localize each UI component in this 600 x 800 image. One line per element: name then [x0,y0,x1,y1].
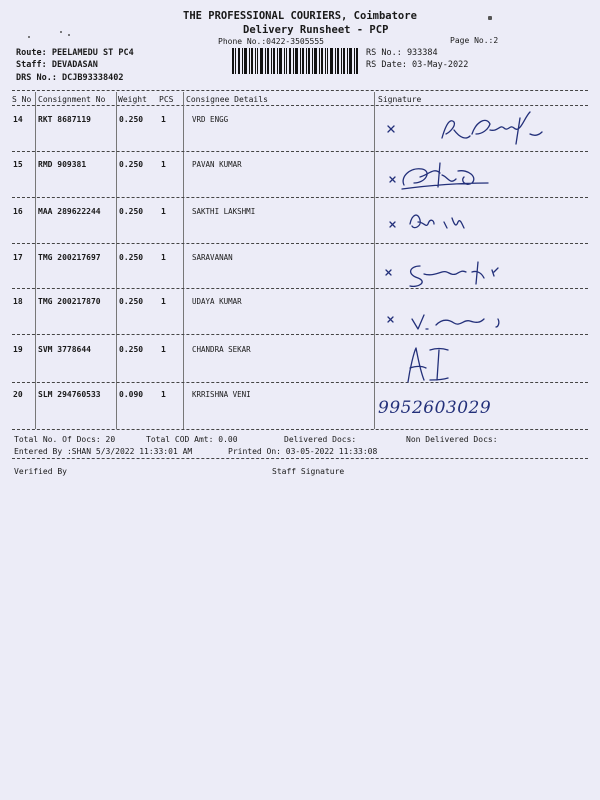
scan-speck [488,16,492,20]
column-header-signature: Signature [378,95,422,104]
row-consignment-no: TMG 200217697 [38,253,101,262]
row-weight: 0.250 [119,297,144,306]
signature-row-19 [380,342,580,384]
row-pcs: 1 [161,297,166,306]
column-header-consignee: Consignee Details [186,95,268,104]
scan-speck [68,34,70,36]
table-header-rule [12,105,588,106]
column-header-consignment: Consignment No [38,95,106,104]
column-divider [35,92,36,429]
entered-by: Entered By :SHAN 5/3/2022 11:33:01 AM [14,447,193,456]
row-weight: 0.250 [119,160,144,169]
row-consignee: SARAVANAN [192,253,233,262]
document-subtitle: Delivery Runsheet - PCP [243,24,389,36]
row-pcs: 1 [161,345,166,354]
row-sno: 18 [13,297,23,306]
staff-label: Staff: DEVADASAN [16,60,98,70]
rs-number: RS No.: 933384 [366,48,438,58]
column-divider [183,92,184,429]
row-consignment-no: RKT 8687119 [38,115,91,124]
row-consignment-no: TMG 200217870 [38,297,101,306]
rs-date: RS Date: 03-May-2022 [366,60,469,70]
row-consignment-no: RMD 909381 [38,160,87,169]
row-sno: 19 [13,345,23,354]
row-pcs: 1 [161,207,166,216]
signature-row-14 [380,108,580,152]
row-pcs: 1 [161,253,166,262]
total-cod-amount: Total COD Amt: 0.00 [146,435,238,444]
row-sno: 15 [13,160,23,169]
footer-rule [12,458,588,459]
row-consignee: SAKTHI LAKSHMI [192,207,256,216]
column-divider [374,92,375,429]
page-number: Page No.:2 [450,36,499,45]
column-header-sno: S No [12,95,32,104]
handwritten-phone-number: 9952603029 [378,398,492,418]
row-consignee: KRRISHNA VENI [192,390,251,399]
staff-signature-label: Staff Signature [272,467,345,476]
signature-row-18 [380,305,580,337]
verified-by-label: Verified By [14,467,67,476]
delivered-docs: Delivered Docs: [284,435,357,444]
table-bottom-rule [12,429,588,430]
route-label: Route: PEELAMEDU ST PC4 [16,48,134,58]
row-consignment-no: SLM 294760533 [38,390,101,399]
signature-row-17 [380,252,580,292]
total-docs: Total No. Of Docs: 20 [14,435,116,444]
row-pcs: 1 [161,390,166,399]
column-header-pcs: PCS [159,95,174,104]
printed-on: Printed On: 03-05-2022 11:33:08 [228,447,378,456]
scan-speck [28,36,30,38]
row-weight: 0.250 [119,207,144,216]
row-consignee: CHANDRA SEKAR [192,345,251,354]
row-consignee: PAVAN KUMAR [192,160,242,169]
row-pcs: 1 [161,160,166,169]
scan-speck [60,31,62,33]
row-sno: 16 [13,207,23,216]
phone-number: Phone No.:0422-3505555 [218,37,324,46]
row-weight: 0.250 [119,115,144,124]
drs-label: DRS No.: DCJB93338402 [16,73,124,83]
barcode [232,48,358,74]
company-title: THE PROFESSIONAL COURIERS, Coimbatore [183,10,417,22]
signature-row-16 [380,204,580,240]
row-weight: 0.250 [119,345,144,354]
row-rule [12,243,588,244]
row-pcs: 1 [161,115,166,124]
non-delivered-docs: Non Delivered Docs: [406,435,498,444]
row-consignee: VRD ENGG [192,115,229,124]
row-rule [12,197,588,198]
row-sno: 17 [13,253,23,262]
row-sno: 20 [13,390,23,399]
row-weight: 0.250 [119,253,144,262]
row-consignment-no: SVM 3778644 [38,345,91,354]
signature-row-15 [380,155,580,195]
row-consignment-no: MAA 289622244 [38,207,101,216]
column-divider [116,92,117,429]
row-consignee: UDAYA KUMAR [192,297,242,306]
column-header-weight: Weight [118,95,147,104]
table-top-rule [12,90,588,91]
row-sno: 14 [13,115,23,124]
row-weight: 0.090 [119,390,144,399]
